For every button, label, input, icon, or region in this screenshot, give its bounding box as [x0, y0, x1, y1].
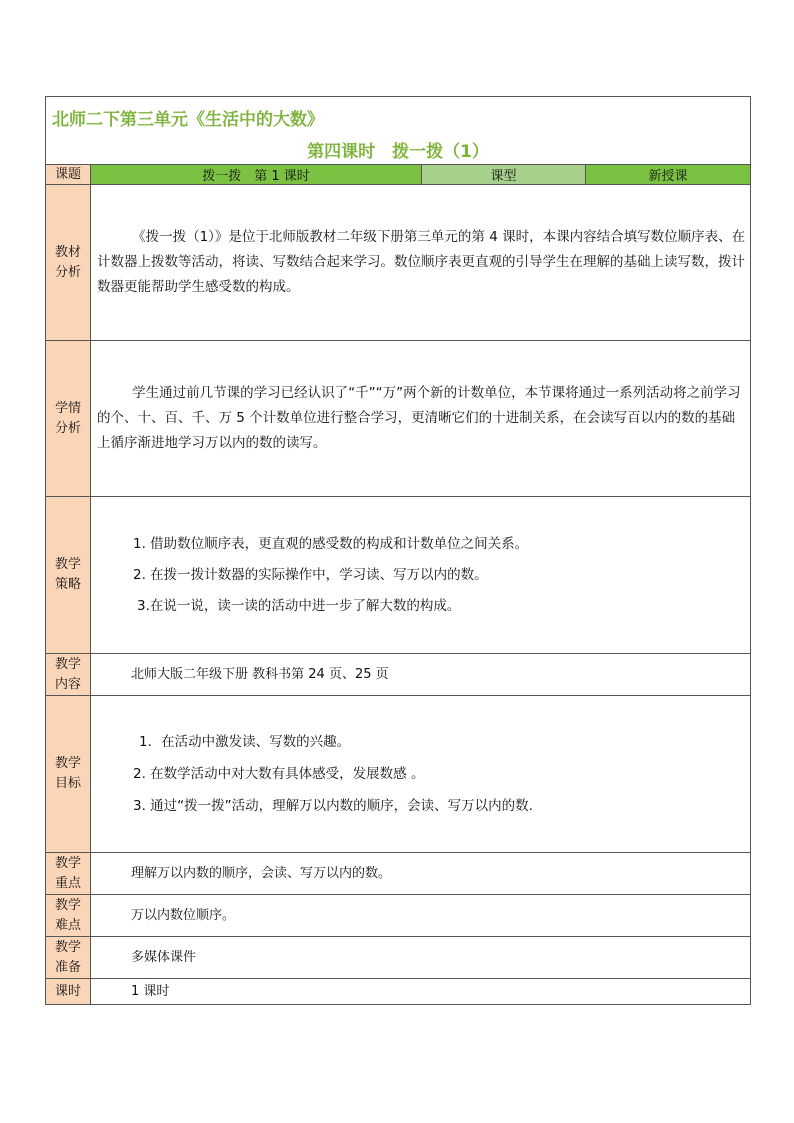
textbook-analysis-row [46, 185, 751, 341]
objectives-label: 教学 目标 [46, 696, 91, 853]
list-item: 3.在说一说，读一读的活动中进一步了解大数的构成。 [137, 597, 461, 614]
list-item: 1. 借助数位顺序表，更直观的感受数的构成和计数单位之间关系。 [133, 535, 529, 552]
difficulties-row [46, 895, 751, 937]
hours-row [46, 979, 751, 1005]
preparation-label: 教学 准备 [46, 937, 91, 979]
topic-value: 拨一拨 第 1 课时 [91, 165, 422, 185]
list-item: 1．在活动中激发读、写数的兴趣。 [139, 734, 351, 750]
preparation-text: 多媒体课件 [91, 937, 751, 979]
list-item: 2. 在拨一拨计数器的实际操作中，学习读、写万以内的数。 [133, 566, 488, 583]
document-title: 北师二下第三单元《生活中的大数》 [46, 97, 751, 138]
topic-label: 课题 [46, 165, 91, 185]
student-analysis-text: 学生通过前几节课的学习已经认识了“千”“万”两个新的计数单位，本节课将通过一系列活动将之前学习的个、十、百、千、万 5 个计数单位进行整合学习，更清晰它们的十进制关系，在会读写百以内的数的基础上循序渐进地学习万以内的数的读写。 [91, 341, 751, 497]
strategy-label: 教学 策略 [46, 497, 91, 654]
strategy-list [91, 497, 751, 654]
type-value: 新授课 [586, 165, 751, 185]
content-label: 教学 内容 [46, 654, 91, 696]
type-label: 课型 [422, 165, 586, 185]
hours-label: 课时 [46, 979, 91, 1005]
strategy-row [46, 497, 751, 654]
student-analysis-label: 学情 分析 [46, 341, 91, 497]
list-item: 3. 通过“拨一拨”活动，理解万以内数的顺序，会读、写万以内的数. [133, 798, 533, 814]
student-analysis-row [46, 341, 751, 497]
key-points-row [46, 853, 751, 895]
content-text: 北师大版二年级下册 教科书第 24 页、25 页 [91, 654, 751, 696]
objectives-list [91, 696, 751, 853]
info-row [46, 165, 751, 185]
key-points-text: 理解万以内数的顺序，会读、写万以内的数。 [91, 853, 751, 895]
lesson-subtitle: 第四课时 拨一拨（1） [46, 137, 751, 165]
subtitle-row [46, 137, 751, 165]
lesson-plan-table [45, 96, 751, 1005]
difficulties-text: 万以内数位顺序。 [91, 895, 751, 937]
content-row [46, 654, 751, 696]
textbook-analysis-label: 教材 分析 [46, 185, 91, 341]
difficulties-label: 教学 难点 [46, 895, 91, 937]
textbook-analysis-text: 《拨一拨（1）》是位于北师版教材二年级下册第三单元的第 4 课时，本课内容结合填写数位顺序表、在计数器上拨数等活动，将读、写数结合起来学习。数位顺序表更直观的引导学生在理解的基础上读写数，拨计数器更能帮助学生感受数的构成。 [91, 185, 751, 341]
objectives-row [46, 696, 751, 853]
key-points-label: 教学 重点 [46, 853, 91, 895]
hours-text: 1 课时 [91, 979, 751, 1005]
preparation-row [46, 937, 751, 979]
title-row [46, 97, 751, 138]
list-item: 2. 在数学活动中对大数有具体感受，发展数感 。 [133, 766, 425, 782]
